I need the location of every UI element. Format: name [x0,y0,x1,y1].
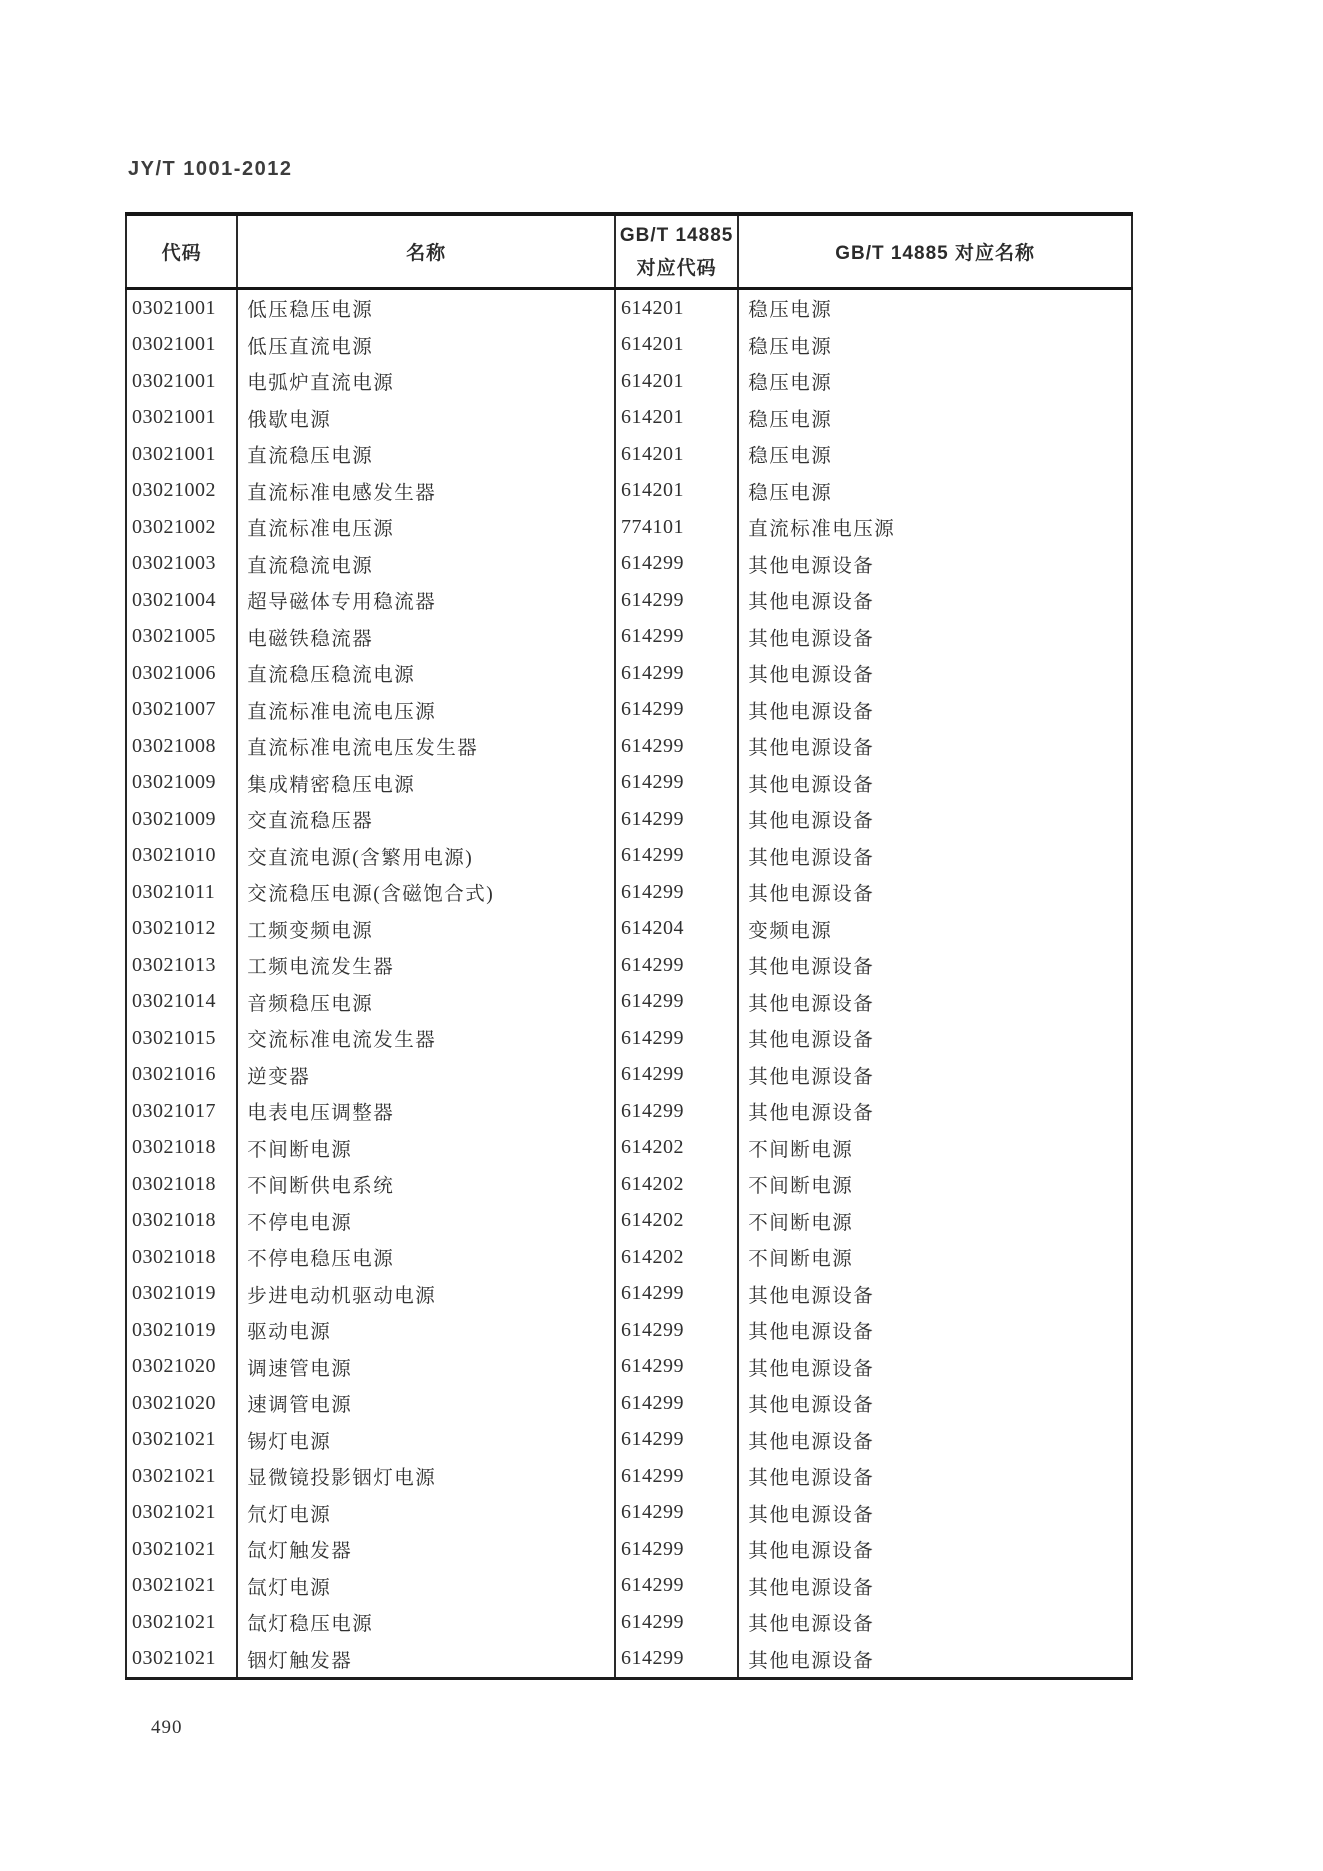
cell-code: 03021020 [132,1355,216,1378]
cell-code: 03021005 [132,625,216,648]
table-row [126,1568,1132,1605]
cell-gbt-code: 614299 [615,1568,738,1605]
table-row [126,436,1132,473]
cell-gbt-name: 其他电源设备 [738,619,1132,656]
cell-gbt-name: 稳压电源 [738,400,1132,437]
cell-name: 俄歇电源 [237,400,615,437]
cell-gbt-name: 其他电源设备 [738,765,1132,802]
cell-name: 电弧炉直流电源 [237,363,615,400]
table-row [126,473,1132,510]
cell-code: 03021001 [132,369,216,392]
cell-gbt-name: 其他电源设备 [738,1093,1132,1130]
cell-gbt-name: 其他电源设备 [738,984,1132,1021]
cell-code: 03021021 [132,1574,216,1597]
cell-gbt-code: 614299 [615,1422,738,1459]
cell-gbt-name: 稳压电源 [738,473,1132,510]
cell-name: 交流标准电流发生器 [237,1020,615,1057]
table-row [126,911,1132,948]
cell-name: 音频稳压电源 [237,984,615,1021]
table-row [126,655,1132,692]
table-row [126,1641,1132,1679]
cell-gbt-code: 614299 [615,582,738,619]
table-header-row [126,214,1132,289]
cell-gbt-code: 614299 [615,984,738,1021]
cell-gbt-code: 614202 [615,1203,738,1240]
cell-gbt-code: 614299 [615,1276,738,1313]
cell-code: 03021013 [132,953,216,976]
cell-gbt-code: 614299 [615,655,738,692]
cell-gbt-code: 614299 [615,1349,738,1386]
cell-gbt-code: 614299 [615,947,738,984]
cell-name: 不停电稳压电源 [237,1239,615,1276]
cell-name: 直流标准电流电压发生器 [237,728,615,765]
cell-name: 步进电动机驱动电源 [237,1276,615,1313]
cell-gbt-code: 614202 [615,1239,738,1276]
cell-gbt-code: 614299 [615,1495,738,1532]
cell-gbt-code: 614201 [615,473,738,510]
cell-gbt-name: 不间断电源 [738,1203,1132,1240]
cell-name: 不间断电源 [237,1130,615,1167]
cell-name: 工频电流发生器 [237,947,615,984]
cell-gbt-name: 不间断电源 [738,1239,1132,1276]
cell-gbt-name: 变频电源 [738,911,1132,948]
cell-gbt-name: 其他电源设备 [738,582,1132,619]
cell-gbt-name: 其他电源设备 [738,1349,1132,1386]
cell-gbt-name: 其他电源设备 [738,1020,1132,1057]
cell-code: 03021001 [132,406,216,429]
cell-gbt-name: 其他电源设备 [738,1604,1132,1641]
cell-gbt-name: 其他电源设备 [738,728,1132,765]
cell-name: 不间断供电系统 [237,1166,615,1203]
header-gbt-code [615,214,738,289]
cell-name: 电磁铁稳流器 [237,619,615,656]
cell-gbt-name: 其他电源设备 [738,1495,1132,1532]
cell-gbt-name: 稳压电源 [738,289,1132,327]
table-row [126,1057,1132,1094]
table-row [126,947,1132,984]
cell-code: 03021001 [132,296,216,319]
table-row [126,1020,1132,1057]
table-row [126,838,1132,875]
cell-code: 03021021 [132,1464,216,1487]
table-row [126,1203,1132,1240]
cell-gbt-code: 614299 [615,1093,738,1130]
cell-gbt-code: 614201 [615,363,738,400]
cell-gbt-name: 其他电源设备 [738,1568,1132,1605]
cell-gbt-name: 其他电源设备 [738,947,1132,984]
table-body [126,289,1132,1679]
cell-gbt-name: 其他电源设备 [738,1312,1132,1349]
cell-gbt-code: 774101 [615,509,738,546]
cell-name: 直流标准电感发生器 [237,473,615,510]
cell-gbt-name: 其他电源设备 [738,1422,1132,1459]
cell-code: 03021009 [132,771,216,794]
cell-name: 直流标准电压源 [237,509,615,546]
cell-name: 集成精密稳压电源 [237,765,615,802]
cell-name: 低压直流电源 [237,327,615,364]
cell-code: 03021014 [132,990,216,1013]
table-row [126,582,1132,619]
table-row [126,1349,1132,1386]
cell-gbt-name: 其他电源设备 [738,692,1132,729]
cell-name: 氙灯电源 [237,1568,615,1605]
cell-gbt-code: 614201 [615,436,738,473]
cell-gbt-code: 614299 [615,1531,738,1568]
table-row [126,1093,1132,1130]
cell-gbt-name: 其他电源设备 [738,874,1132,911]
cell-code: 03021012 [132,917,216,940]
cell-gbt-code: 614299 [615,546,738,583]
table-row [126,619,1132,656]
cell-code: 03021018 [132,1245,216,1268]
cell-gbt-code: 614201 [615,289,738,327]
cell-code: 03021021 [132,1501,216,1524]
cell-gbt-code: 614299 [615,728,738,765]
cell-name: 速调管电源 [237,1385,615,1422]
cell-code: 03021002 [132,479,216,502]
cell-gbt-name: 其他电源设备 [738,1641,1132,1679]
cell-name: 锡灯电源 [237,1422,615,1459]
cell-name: 交流稳压电源(含磁饱合式) [237,874,615,911]
table-row [126,1239,1132,1276]
cell-gbt-code: 614299 [615,1020,738,1057]
cell-gbt-code: 614204 [615,911,738,948]
cell-name: 直流稳流电源 [237,546,615,583]
table-row [126,874,1132,911]
cell-gbt-code: 614201 [615,327,738,364]
header-gbt-code-line1: GB/T 14885 [619,224,734,246]
cell-name: 超导磁体专用稳流器 [237,582,615,619]
cell-gbt-code: 614299 [615,1458,738,1495]
table-row [126,1458,1132,1495]
cell-name: 直流稳压电源 [237,436,615,473]
cell-code: 03021008 [132,734,216,757]
table-row [126,692,1132,729]
cell-code: 03021001 [132,442,216,465]
cell-gbt-code: 614299 [615,1385,738,1422]
cell-gbt-code: 614299 [615,619,738,656]
table-row [126,1166,1132,1203]
cell-name: 交直流稳压器 [237,801,615,838]
table-row [126,728,1132,765]
cell-code: 03021011 [132,880,216,903]
table-row [126,765,1132,802]
cell-gbt-code: 614202 [615,1130,738,1167]
cell-gbt-code: 614202 [615,1166,738,1203]
cell-code: 03021007 [132,698,216,721]
cell-gbt-code: 614299 [615,1604,738,1641]
table-row [126,1531,1132,1568]
page-number: 490 [151,1717,183,1738]
table-row [126,363,1132,400]
table-row [126,509,1132,546]
cell-gbt-name: 其他电源设备 [738,1057,1132,1094]
cell-code: 03021003 [132,552,216,575]
cell-gbt-code: 614299 [615,692,738,729]
header-gbt-code-line2: 对应代码 [636,257,717,279]
table-row [126,400,1132,437]
cell-gbt-name: 其他电源设备 [738,838,1132,875]
cell-name: 氙灯稳压电源 [237,1604,615,1641]
cell-gbt-name: 稳压电源 [738,327,1132,364]
cell-gbt-name: 其他电源设备 [738,1458,1132,1495]
header-name: 名称 [237,214,615,289]
cell-code: 03021001 [132,333,216,356]
cell-code: 03021021 [132,1537,216,1560]
cell-gbt-name: 其他电源设备 [738,1531,1132,1568]
cell-gbt-code: 614299 [615,801,738,838]
cell-code: 03021015 [132,1026,216,1049]
cell-name: 氙灯触发器 [237,1531,615,1568]
cell-name: 不停电电源 [237,1203,615,1240]
table-header [126,214,1132,289]
classification-code-table [125,212,1133,1680]
cell-code: 03021009 [132,807,216,830]
cell-gbt-name: 稳压电源 [738,363,1132,400]
cell-name: 工频变频电源 [237,911,615,948]
cell-code: 03021021 [132,1610,216,1633]
cell-code: 03021016 [132,1063,216,1086]
cell-code: 03021006 [132,661,216,684]
cell-code: 03021019 [132,1318,216,1341]
cell-name: 调速管电源 [237,1349,615,1386]
cell-code: 03021004 [132,588,216,611]
cell-name: 铟灯触发器 [237,1641,615,1679]
cell-gbt-name: 直流标准电压源 [738,509,1132,546]
table-row [126,801,1132,838]
cell-name: 直流标准电流电压源 [237,692,615,729]
cell-name: 驱动电源 [237,1312,615,1349]
cell-name: 交直流电源(含繁用电源) [237,838,615,875]
cell-code: 03021018 [132,1136,216,1159]
cell-code: 03021018 [132,1209,216,1232]
cell-name: 电表电压调整器 [237,1093,615,1130]
cell-name: 直流稳压稳流电源 [237,655,615,692]
cell-code: 03021018 [132,1172,216,1195]
table-row [126,984,1132,1021]
header-gbt-name: GB/T 14885 对应名称 [738,214,1132,289]
table-row [126,1495,1132,1532]
cell-gbt-name: 不间断电源 [738,1130,1132,1167]
table-row [126,327,1132,364]
table-row [126,1422,1132,1459]
cell-code: 03021021 [132,1647,216,1670]
cell-gbt-code: 614299 [615,765,738,802]
cell-gbt-name: 不间断电源 [738,1166,1132,1203]
table-row [126,1130,1132,1167]
cell-gbt-code: 614299 [615,1312,738,1349]
table-row [126,546,1132,583]
cell-gbt-name: 其他电源设备 [738,1276,1132,1313]
cell-gbt-code: 614299 [615,1057,738,1094]
cell-gbt-code: 614299 [615,874,738,911]
cell-gbt-code: 614299 [615,1641,738,1679]
doc-number: JY/T 1001-2012 [128,158,293,180]
table-row [126,289,1132,327]
cell-name: 氘灯电源 [237,1495,615,1532]
table-row [126,1604,1132,1641]
table-row [126,1385,1132,1422]
cell-gbt-name: 稳压电源 [738,436,1132,473]
table-row [126,1276,1132,1313]
cell-code: 03021019 [132,1282,216,1305]
cell-code: 03021021 [132,1428,216,1451]
cell-code: 03021002 [132,515,216,538]
cell-gbt-name: 其他电源设备 [738,546,1132,583]
cell-gbt-name: 其他电源设备 [738,655,1132,692]
cell-name: 低压稳压电源 [237,289,615,327]
cell-code: 03021020 [132,1391,216,1414]
table-row [126,1312,1132,1349]
cell-gbt-name: 其他电源设备 [738,1385,1132,1422]
cell-gbt-code: 614299 [615,838,738,875]
cell-name: 逆变器 [237,1057,615,1094]
cell-code: 03021010 [132,844,216,867]
cell-name: 显微镜投影铟灯电源 [237,1458,615,1495]
cell-gbt-name: 其他电源设备 [738,801,1132,838]
cell-code: 03021017 [132,1099,216,1122]
cell-gbt-code: 614201 [615,400,738,437]
header-code: 代码 [126,214,237,289]
